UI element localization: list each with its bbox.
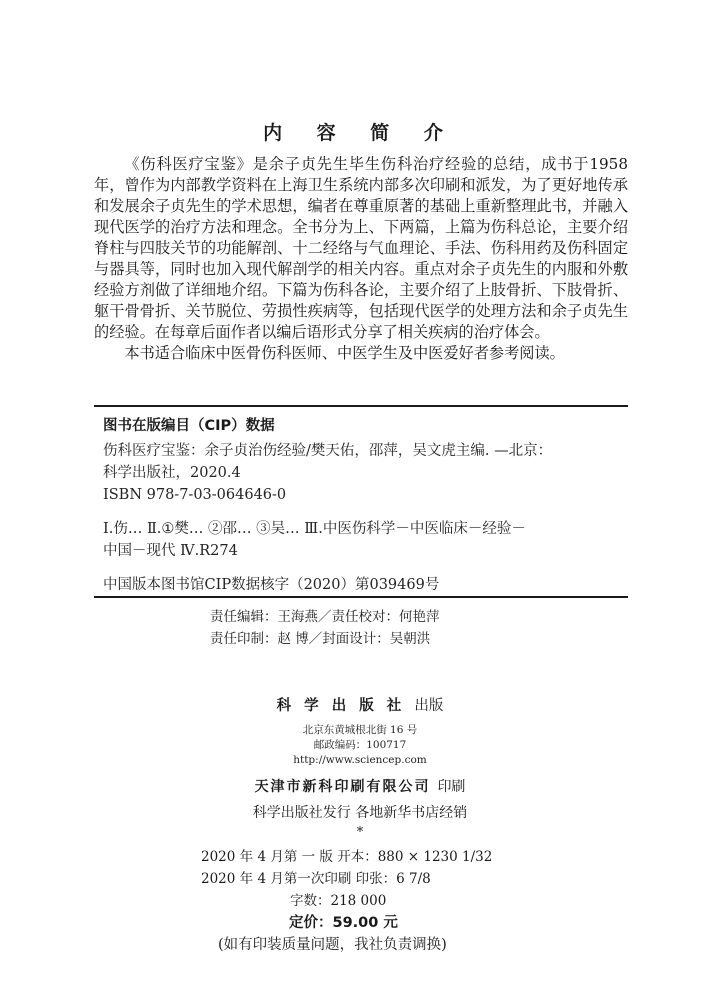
publisher-website: http://www.sciencep.com bbox=[293, 754, 427, 766]
publisher-block bbox=[0, 694, 720, 840]
editor-credit-line-2: 责任印制：赵 博／封面设计：吴朝洪 bbox=[210, 631, 431, 647]
content-summary bbox=[94, 154, 628, 364]
distribution-line: 科学出版社发行 各地新华书店经销 bbox=[252, 805, 468, 821]
cip-bottom-rule bbox=[94, 596, 628, 598]
publisher-postcode: 邮政编码：100717 bbox=[313, 739, 407, 751]
cip-entry-line-2: 科学出版社，2020.4 bbox=[103, 465, 241, 481]
editor-credit-line-1: 责任编辑：王海燕／责任校对：何艳萍 bbox=[210, 609, 440, 625]
cip-heading: 图书在版编目（CIP）数据 bbox=[103, 418, 275, 434]
summary-paragraph-1: 《伤科医疗宝鉴》是余子贞先生毕生伤科治疗经验的总结，成书于1958年，曾作为内部教学资料在上海卫生系统内部多次印刷和派发，为了更好地传承和发展余子贞先生的学术思想，编者在尊重原著的基础上重新整理此书，并融入现代医学的治疗方法和理念。全书分为上、下两篇，上篇为伤科总论，主要介绍脊柱与四肢关节的功能解剖、十二经络与气血理论、手法、伤科用药及伤科固定与器具等，同时也加入现代解剖学的相关内容。重点对余子贞先生的内服和外敷经验方剂做了详细地介绍。下篇为伤科各论，主要介绍了上肢骨折、下肢骨折、躯干骨骨折、关节脱位、劳损性疾病等，包括现代医学的处理方法和余子贞先生的经验。在每章后面作者以编后语形式分享了相关疾病的治疗体会。 bbox=[94, 155, 628, 341]
publisher-name: 科 学 出 版 社 bbox=[276, 697, 406, 714]
cip-top-rule bbox=[94, 405, 628, 407]
cip-isbn: ISBN 978-7-03-064646-0 bbox=[103, 487, 287, 503]
print-specs bbox=[0, 846, 720, 956]
summary-paragraph-2: 本书适合临床中医骨伤科医师、中医学生及中医爱好者参考阅读。 bbox=[124, 344, 565, 362]
price: 定价：59.00 元 bbox=[289, 915, 398, 931]
printing-line: 2020 年 4 月第一次印刷 印张：6 7/8 bbox=[201, 871, 431, 887]
publisher-name-line bbox=[0, 694, 720, 715]
publisher-name-suffix: 出版 bbox=[414, 698, 444, 714]
editor-credits bbox=[0, 606, 720, 650]
printer-line bbox=[0, 776, 720, 796]
publisher-address: 北京东黄城根北街 16 号 bbox=[302, 724, 418, 736]
separator-star: * bbox=[356, 825, 364, 840]
printer-name: 天津市新科印刷有限公司 bbox=[254, 779, 431, 795]
cip-subject-line-2: 中国－现代 Ⅳ.R274 bbox=[103, 543, 238, 559]
edition-line: 2020 年 4 月第 一 版 开本：880 × 1230 1/32 bbox=[201, 849, 493, 865]
quality-notice: (如有印装质量问题，我社负责调换) bbox=[218, 937, 447, 953]
cip-data-block bbox=[103, 440, 623, 608]
cip-subject-line-1: Ⅰ.伤… Ⅱ.①樊… ②邵… ③吴… Ⅲ.中医伤科学－中医临床－经验－ bbox=[103, 521, 526, 537]
word-count: 字数：218 000 bbox=[290, 893, 387, 909]
printer-suffix: 印刷 bbox=[437, 779, 466, 795]
cip-entry-line-1: 伤科医疗宝鉴：余子贞治伤经验/樊天佑，邵萍，吴文虎主编. —北京： bbox=[103, 443, 553, 459]
cip-number: 中国版本图书馆CIP数据核字（2020）第039469号 bbox=[103, 577, 440, 593]
page-title: 内 容 简 介 bbox=[263, 122, 457, 144]
